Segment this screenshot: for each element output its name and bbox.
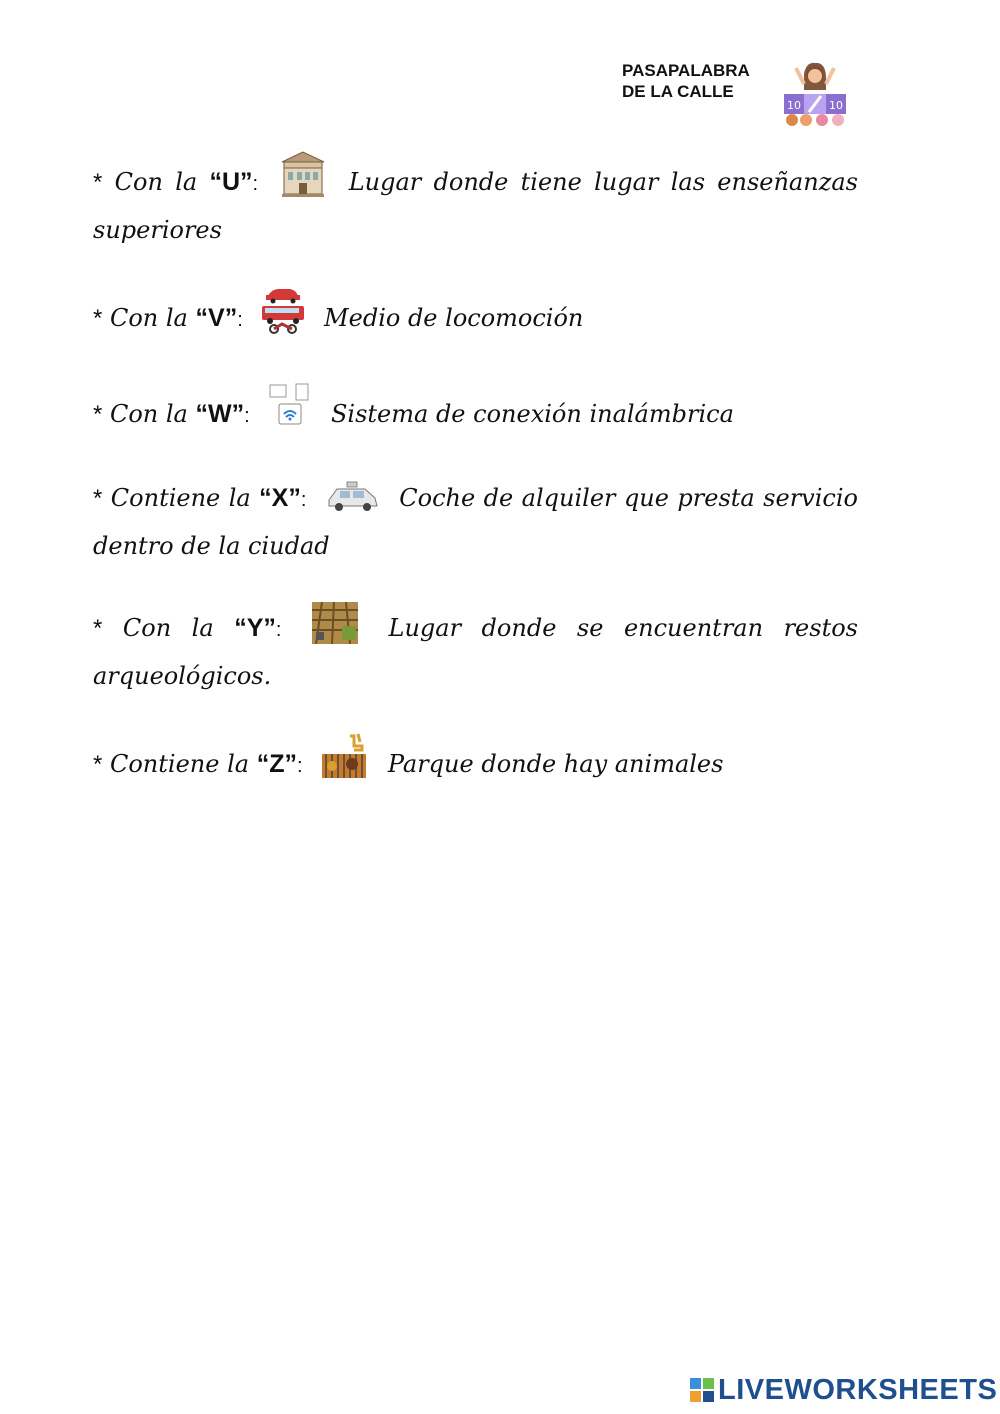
clue-prefix: Con la xyxy=(122,614,214,642)
bitmoji-teacher-icon xyxy=(782,60,848,128)
liveworksheets-brand xyxy=(690,1374,997,1406)
clue-definition: Parque donde hay animales xyxy=(387,750,724,778)
clue-w: * Con la “W”: Sistema de conexión inalámbrica xyxy=(93,382,858,442)
clue-letter: “W” xyxy=(195,400,245,428)
taxi-icon xyxy=(325,480,381,526)
brand-name: LIVEWORKSHEETS xyxy=(718,1373,998,1406)
wifi-router-icon xyxy=(267,382,313,442)
clue-definition: Medio de locomoción xyxy=(324,304,584,332)
clue-definition: Coche de alquiler que presta servicio dentro de la ciudad xyxy=(93,484,858,560)
worksheet-title xyxy=(622,60,750,102)
clue-prefix: Contiene la xyxy=(109,750,250,778)
clue-prefix: Con la xyxy=(109,400,188,428)
university-icon xyxy=(280,150,326,210)
liveworksheets-logo-icon xyxy=(690,1378,714,1402)
clue-y: * Con la “Y”: Lugar donde se encuentran restos arqueológicos. xyxy=(93,602,858,696)
clue-definition: Sistema de conexión inalámbrica xyxy=(330,400,734,428)
clue-letter: “U” xyxy=(209,168,253,196)
clue-prefix: Contiene la xyxy=(110,484,251,512)
clue-z: * Contiene la “Z”: Parque donde hay animales xyxy=(93,732,858,792)
clue-v: * Con la “V”: Medio de locomoción xyxy=(93,286,858,346)
clue-letter: “Y” xyxy=(234,614,276,642)
clue-letter: “Z” xyxy=(256,750,297,778)
clue-letter: “V” xyxy=(195,304,238,332)
zoo-icon xyxy=(320,732,370,792)
vehicles-icon xyxy=(260,286,306,346)
clue-prefix: Con la xyxy=(114,168,198,196)
clue-list xyxy=(93,150,858,828)
clue-u: * Con la “U”: Lugar donde tiene lugar las enseñanzas superiores xyxy=(93,150,858,250)
clue-definition: Lugar donde se encuentran restos arqueológicos. xyxy=(93,614,858,690)
title-line-1: PASAPALABRA xyxy=(622,61,750,80)
excavation-site-icon xyxy=(312,602,358,656)
clue-prefix: Con la xyxy=(109,304,188,332)
svg-text:10: 10 xyxy=(787,99,801,112)
clue-letter: “X” xyxy=(259,484,301,512)
clue-definition: Lugar donde tiene lugar las enseñanzas superiores xyxy=(93,168,858,244)
svg-text:10: 10 xyxy=(829,99,843,112)
title-line-2: DE LA CALLE xyxy=(622,82,734,101)
clue-x: * Contiene la “X”: Coche de alquiler que presta servicio dentro de la ciudad xyxy=(93,478,858,566)
